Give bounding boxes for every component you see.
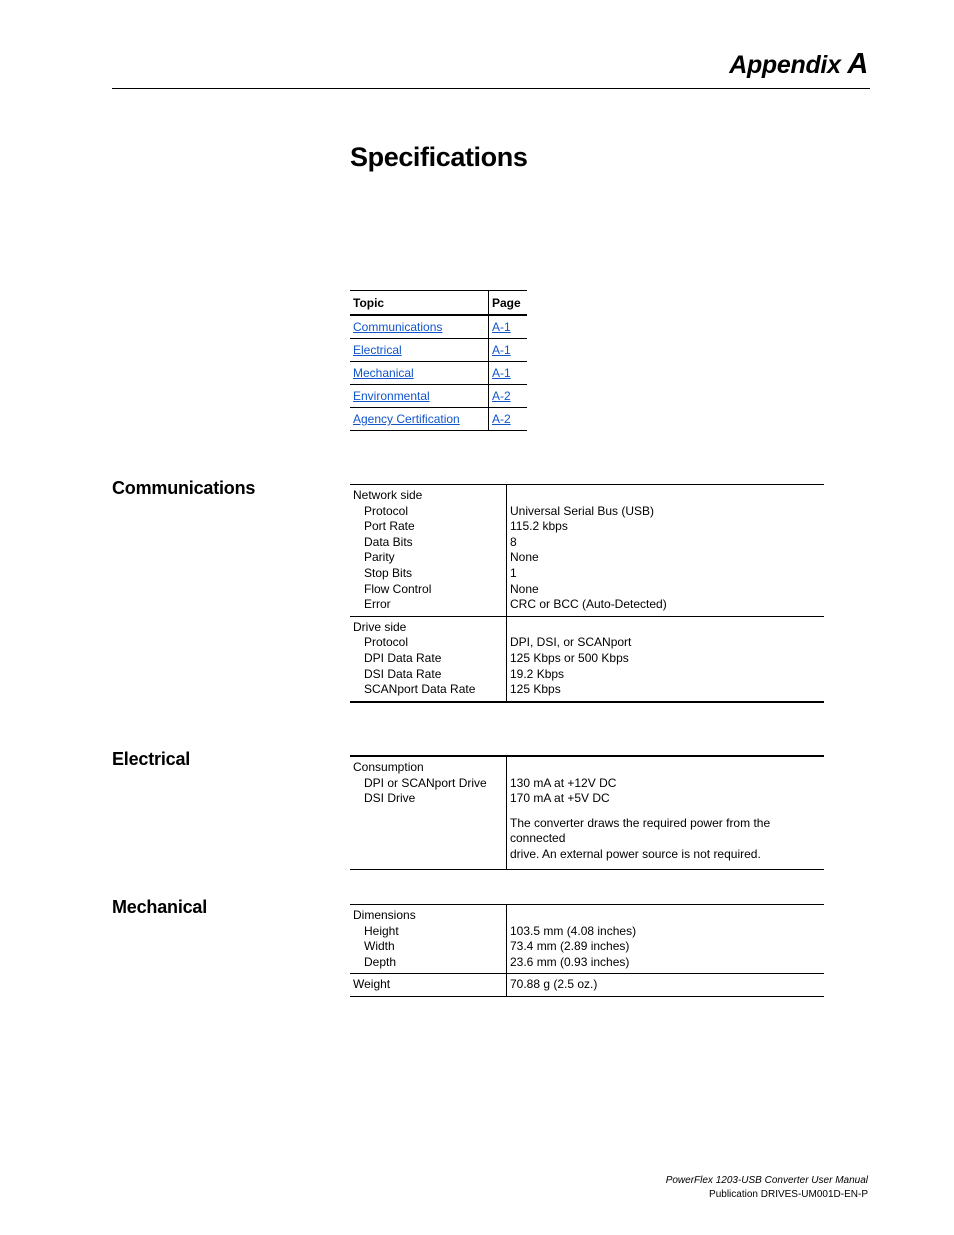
- spec-value: 170 mA at +5V DC: [510, 791, 610, 806]
- spec-value: DPI, DSI, or SCANport: [510, 635, 632, 650]
- spec-name: Protocol: [364, 635, 409, 650]
- spec-name: Width: [364, 939, 395, 954]
- dimensions-label: Dimensions: [353, 908, 416, 922]
- toc-page-link[interactable]: A-2: [492, 389, 511, 403]
- electrical-heading: Electrical: [112, 749, 191, 769]
- toc-link-communications[interactable]: Communications: [353, 320, 443, 334]
- table-row: [350, 616, 824, 701]
- spec-name: Stop Bits: [364, 565, 413, 580]
- toc-page-link[interactable]: A-1: [492, 366, 511, 380]
- spec-value: Universal Serial Bus (USB): [510, 503, 655, 518]
- footer-publication: Publication DRIVES-UM001D-EN-P: [709, 1189, 868, 1200]
- spec-name: Protocol: [364, 503, 409, 518]
- appendix-word: Appendix: [729, 51, 841, 79]
- spec-name: Port Rate: [364, 519, 415, 534]
- toc-page-link[interactable]: A-2: [492, 412, 511, 426]
- consumption-label: Consumption: [353, 760, 424, 774]
- spec-value: 103.5 mm (4.08 inches): [510, 923, 637, 938]
- spec-name: DSI Drive: [364, 791, 416, 806]
- footer-manual-title: PowerFlex 1203-USB Converter User Manual: [665, 1175, 868, 1186]
- topic-column-header: Topic: [350, 291, 489, 316]
- spec-name: Height: [364, 923, 399, 938]
- power-note-line: drive. An external power source is not required.: [510, 846, 761, 861]
- page-column-header: Page: [489, 291, 528, 316]
- table-row: [350, 905, 824, 974]
- spec-value: 1: [510, 565, 517, 580]
- spec-name: DPI or SCANport Drive: [364, 775, 487, 790]
- table-row: [350, 485, 824, 617]
- drive-side-label: Drive side: [353, 619, 407, 634]
- table-row: [350, 756, 824, 869]
- spec-value: 125 Kbps or 500 Kbps: [510, 650, 629, 665]
- power-note: [510, 816, 821, 863]
- weight-label: Weight: [353, 977, 391, 992]
- toc-link-electrical[interactable]: Electrical: [353, 343, 402, 357]
- spec-name: Depth: [364, 954, 397, 969]
- page-footer: [666, 1174, 868, 1202]
- power-note-line: The converter draws the required power from the connected: [510, 815, 771, 846]
- mechanical-table: [350, 904, 824, 997]
- spec-name: DPI Data Rate: [364, 650, 442, 665]
- topic-table-header: [350, 291, 527, 316]
- toc-link-environmental[interactable]: Environmental: [353, 389, 430, 403]
- table-row: [350, 385, 527, 408]
- mechanical-heading: Mechanical: [112, 897, 208, 917]
- electrical-table: [350, 755, 824, 870]
- spec-value: 130 mA at +12V DC: [510, 775, 617, 790]
- spec-value: 19.2 Kbps: [510, 666, 565, 681]
- appendix-label: [729, 48, 868, 81]
- spec-value: CRC or BCC (Auto-Detected): [510, 597, 667, 612]
- spec-name: Data Bits: [364, 534, 413, 549]
- toc-page-link[interactable]: A-1: [492, 343, 511, 357]
- table-row: [350, 408, 527, 431]
- spec-value: None: [510, 550, 539, 565]
- appendix-letter: A: [847, 48, 868, 80]
- toc-link-agency-certification[interactable]: Agency Certification: [353, 412, 460, 426]
- table-row: [350, 339, 527, 362]
- weight-value: 70.88 g (2.5 oz.): [510, 977, 598, 992]
- header-rule: [112, 88, 870, 89]
- table-row: [350, 362, 527, 385]
- spec-value: 23.6 mm (0.93 inches): [510, 954, 630, 969]
- communications-heading: Communications: [112, 478, 256, 498]
- spec-name: DSI Data Rate: [364, 666, 442, 681]
- topic-table: [350, 290, 527, 431]
- spec-name: Parity: [364, 550, 395, 565]
- network-side-label: Network side: [353, 488, 423, 502]
- spec-name: Error: [364, 597, 391, 612]
- spec-value: 115.2 kbps: [510, 519, 568, 534]
- spec-value: 8: [510, 534, 517, 549]
- spec-value: 73.4 mm (2.89 inches): [510, 939, 630, 954]
- spec-value: None: [510, 581, 539, 596]
- spec-name: Flow Control: [364, 581, 432, 596]
- spec-name: SCANport Data Rate: [364, 682, 476, 697]
- communications-table: [350, 484, 824, 703]
- toc-page-link[interactable]: A-1: [492, 320, 511, 334]
- page-title: Specifications: [350, 142, 528, 172]
- toc-link-mechanical[interactable]: Mechanical: [353, 366, 414, 380]
- spec-value: 125 Kbps: [510, 682, 561, 697]
- table-row: [350, 315, 527, 339]
- table-row: [350, 974, 824, 997]
